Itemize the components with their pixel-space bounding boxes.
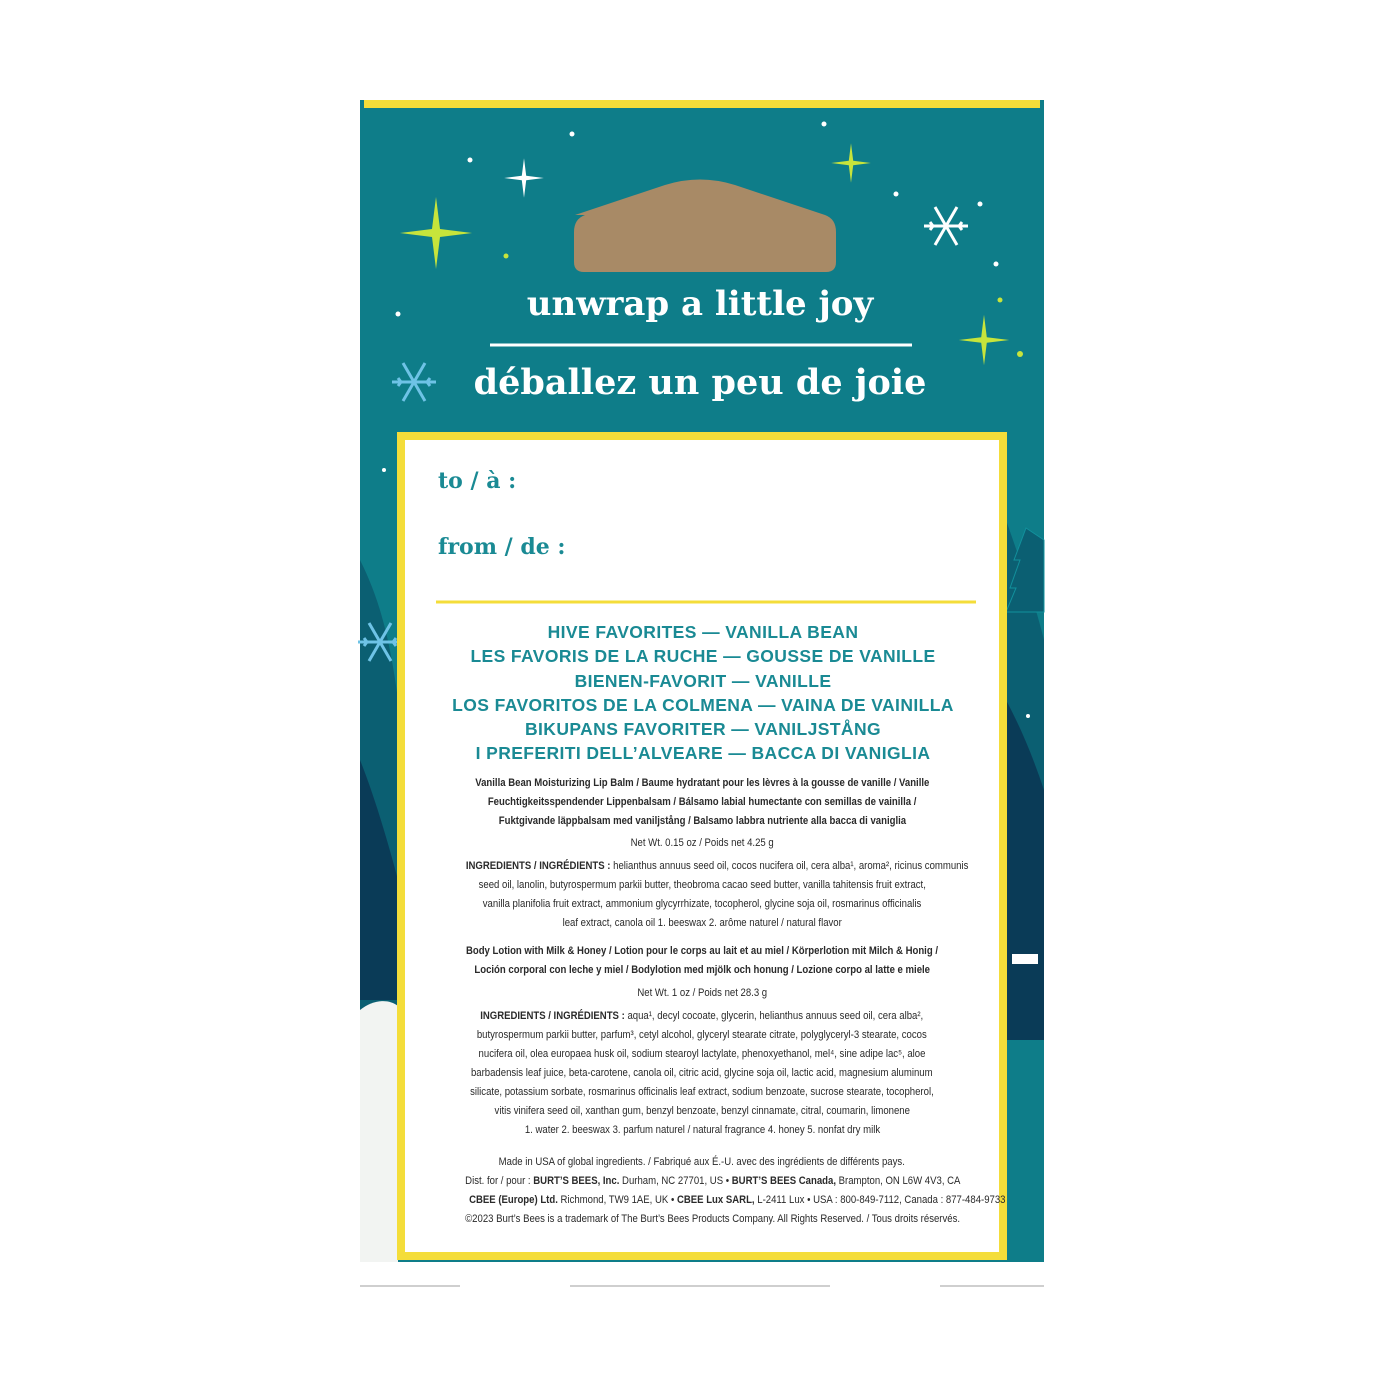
from-label: from / de : bbox=[438, 534, 566, 560]
ingredients-line: vitis vinifera seed oil, xanthan gum, benzyl benzoate, benzyl cinnamate, citral, coumarin, limonene bbox=[494, 1105, 910, 1117]
ingredients-line: vanilla planifolia fruit extract, ammonium glycyrrhizate, tocopherol, glycine soja oil, rosmarinus officinalis bbox=[482, 898, 922, 910]
snow-patch-right bbox=[1012, 954, 1038, 964]
headline-english: unwrap a little joy bbox=[526, 284, 874, 324]
box-bottom-flap bbox=[360, 1262, 1044, 1286]
lip-balm-description-line: Vanilla Bean Moisturizing Lip Balm / Baume hydratant pour les lèvres à la gousse de vanille / Vanille bbox=[474, 777, 930, 789]
ingredients-line: aqua¹, decyl cocoate, glycerin, helianthus annuus seed oil, cera alba², bbox=[627, 1010, 924, 1022]
product-name-line: I PREFERITI DELL’ALVEARE — BACCA DI VANIGLIA bbox=[475, 743, 931, 764]
lip-balm-description bbox=[418, 774, 986, 831]
lip-balm-description-line: Feuchtigkeitsspendender Lippenbalsam / Bálsamo labial humectante con semillas de vainilla / bbox=[487, 796, 917, 808]
product-name-line: BIKUPANS FAVORITER — VANILJSTÅNG bbox=[524, 719, 881, 740]
to-label: to / à : bbox=[438, 468, 517, 494]
body-lotion-description-line: Body Lotion with Milk & Honey / Lotion pour le corps au lait et au miel / Körperlotion mit Milch & Honig / bbox=[465, 945, 939, 957]
ingredients-line: nucifera oil, olea europaea husk oil, sodium stearoyl lactylate, phenoxyethanol, mel⁴, sine adipe lac⁵, aloe bbox=[478, 1048, 926, 1060]
body-lotion-ingredients bbox=[418, 1007, 986, 1140]
snow-right bbox=[1006, 1040, 1044, 1286]
snow-left bbox=[360, 1001, 398, 1286]
ingredients-line: barbadensis leaf juice, beta-carotene, canola oil, citric acid, glycine soja oil, lactic acid, magnesium aluminum bbox=[471, 1067, 933, 1079]
body-lotion-description-line: Loción corporal con leche y miel / Bodylotion med mjölk och honung / Lozione corpo al latte e miele bbox=[474, 964, 930, 976]
lip-balm-net-weight: Net Wt. 0.15 oz / Poids net 4.25 g bbox=[630, 837, 774, 849]
product-name-line: LES FAVORIS DE LA RUCHE — GOUSSE DE VANILLE bbox=[470, 646, 936, 667]
ingredients-line: silicate, potassium sorbate, rosmarinus officinalis leaf extract, sodium benzoate, sucrose stearate, tocopherol, bbox=[470, 1086, 934, 1098]
ingredients-line: seed oil, lanolin, butyrospermum parkii butter, theobroma cacao seed butter, vanilla tahitensis fruit extract, bbox=[478, 879, 926, 891]
product-name-line: HIVE FAVORITES — VANILLA BEAN bbox=[547, 622, 859, 642]
copyright-line: ©2023 Burt’s Bees is a trademark of The Burt’s Bees Products Company. All Rights Reserved. / Tous droits réservés. bbox=[465, 1213, 961, 1225]
product-name-line: BIENEN-FAVORIT — VANILLE bbox=[574, 670, 832, 691]
ingredients-label: INGREDIENTS / INGRÉDIENTS : bbox=[480, 1010, 626, 1022]
ingredients-line: 1. water 2. beeswax 3. parfum naturel / natural fragrance 4. honey 5. nonfat dry milk bbox=[524, 1124, 880, 1136]
lip-balm-ingredients bbox=[418, 857, 986, 933]
body-lotion-description bbox=[418, 942, 986, 980]
body-lotion-net-weight: Net Wt. 1 oz / Poids net 28.3 g bbox=[637, 987, 767, 999]
box-top-yellow-edge bbox=[364, 100, 1040, 108]
europe-distributor-line: CBEE (Europe) Ltd. Richmond, TW9 1AE, UK • CBEE Lux SARL, L-2411 Lux • USA : 800-849-7112, Canada : 877-484-9733 bbox=[469, 1194, 1006, 1206]
product-names bbox=[405, 620, 1001, 766]
ingredients-label: INGREDIENTS / INGRÉDIENTS : bbox=[465, 860, 611, 872]
headline-french: déballez un peu de joie bbox=[473, 362, 927, 403]
ingredients-line: helianthus annuus seed oil, cocos nucifera oil, cera alba¹, aroma², ricinus communis bbox=[613, 860, 969, 872]
product-name-line: LOS FAVORITOS DE LA COLMENA — VAINA DE VAINILLA bbox=[452, 694, 954, 715]
distributor-line: Dist. for / pour : BURT’S BEES, Inc. Durham, NC 27701, US • BURT’S BEES Canada, Brampton, ON L6W 4V3, CA bbox=[465, 1175, 961, 1187]
made-in-line: Made in USA of global ingredients. / Fabriqué aux É.-U. avec des ingrédients de différents pays. bbox=[498, 1156, 906, 1168]
ingredients-line: leaf extract, canola oil 1. beeswax 2. arôme naturel / natural flavor bbox=[562, 917, 842, 929]
ingredients-line: butyrospermum parkii butter, parfum³, cetyl alcohol, glyceryl stearate citrate, polyglyceryl-3 stearate, cocos bbox=[477, 1029, 927, 1041]
legal-footer bbox=[418, 1153, 1006, 1229]
lip-balm-description-line: Fuktgivande läppbalsam med vaniljstång / Balsamo labbra nutriente alla bacca di vaniglia bbox=[498, 815, 906, 827]
